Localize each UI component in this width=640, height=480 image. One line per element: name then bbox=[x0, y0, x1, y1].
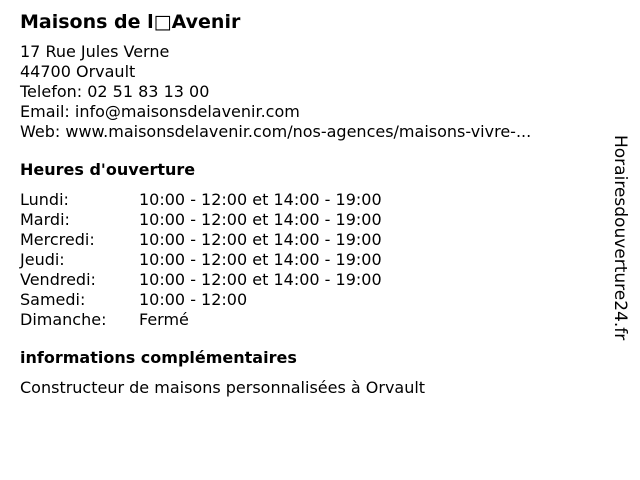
hours-row-thursday bbox=[20, 250, 600, 270]
business-card bbox=[20, 8, 600, 398]
site-watermark: Horairesdouverture24.fr bbox=[610, 135, 630, 341]
hours-time: 10:00 - 12:00 et 14:00 - 19:00 bbox=[139, 270, 382, 289]
hours-time: 10:00 - 12:00 bbox=[139, 290, 248, 309]
hours-time: 10:00 - 12:00 et 14:00 - 19:00 bbox=[139, 250, 382, 269]
hours-row-monday bbox=[20, 190, 600, 210]
hours-time: 10:00 - 12:00 et 14:00 - 19:00 bbox=[139, 210, 382, 229]
hours-day: Mercredi: bbox=[20, 230, 95, 249]
email-line: Email: info@maisonsdelavenir.com bbox=[20, 102, 300, 121]
hours-row-wednesday bbox=[20, 230, 600, 250]
phone-line: Telefon: 02 51 83 13 00 bbox=[20, 82, 210, 101]
hours-day: Lundi: bbox=[20, 190, 69, 209]
additional-info-text: Constructeur de maisons personnalisées à Orvault bbox=[20, 378, 426, 397]
hours-day: Jeudi: bbox=[20, 250, 65, 269]
hours-time: Fermé bbox=[139, 310, 189, 329]
opening-hours-list bbox=[20, 190, 600, 330]
hours-row-sunday bbox=[20, 310, 600, 330]
hours-day: Mardi: bbox=[20, 210, 70, 229]
address-street: 17 Rue Jules Verne bbox=[20, 42, 170, 61]
hours-time: 10:00 - 12:00 et 14:00 - 19:00 bbox=[139, 190, 382, 209]
hours-time: 10:00 - 12:00 et 14:00 - 19:00 bbox=[139, 230, 382, 249]
hours-day: Samedi: bbox=[20, 290, 86, 309]
opening-hours-heading: Heures d'ouverture bbox=[20, 160, 196, 179]
hours-row-friday bbox=[20, 270, 600, 290]
hours-day: Dimanche: bbox=[20, 310, 107, 329]
additional-info-heading: informations complémentaires bbox=[20, 348, 297, 367]
address-city: 44700 Orvault bbox=[20, 62, 136, 81]
web-line: Web: www.maisonsdelavenir.com/nos-agences/maisons-vivre-... bbox=[20, 122, 532, 141]
hours-row-tuesday bbox=[20, 210, 600, 230]
hours-day: Vendredi: bbox=[20, 270, 96, 289]
hours-row-saturday bbox=[20, 290, 600, 310]
business-name: Maisons de l□Avenir bbox=[20, 11, 241, 33]
